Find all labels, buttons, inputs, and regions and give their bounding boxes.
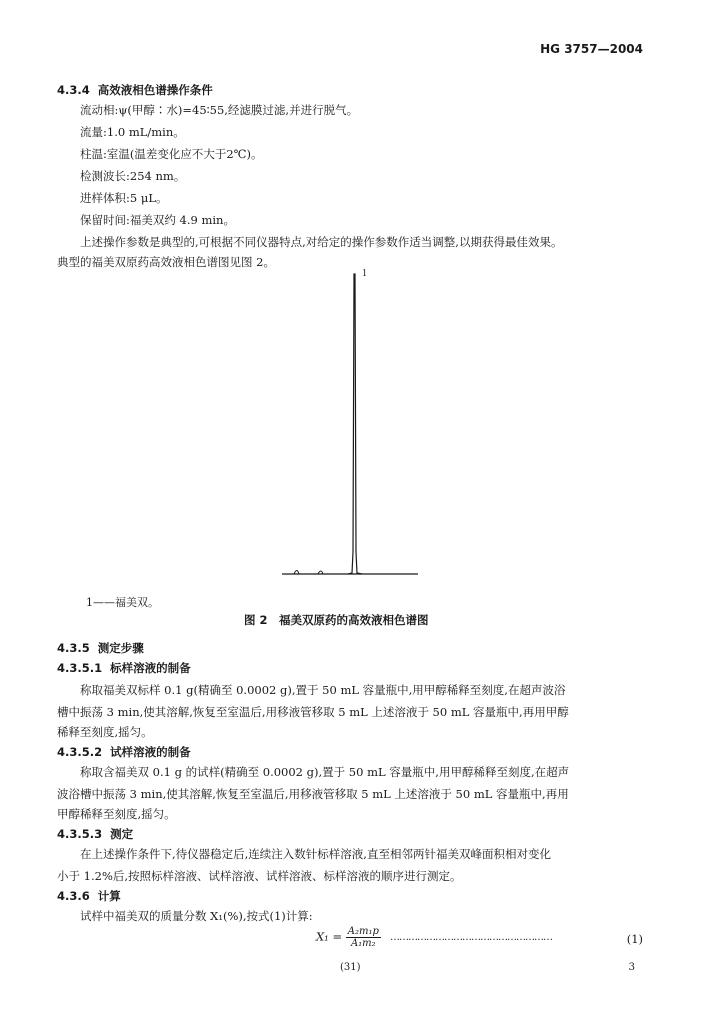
paragraph-line: 流动相:ψ(甲醇∶水)=45∶55,经滤膜过滤,并进行脱气。 (80, 103, 359, 117)
paragraph-line: 槽中振荡 3 min,使其溶解,恢复至室温后,用移液管移取 5 mL 上述溶液于 50 mL 容量瓶中,再用甲醇 (57, 705, 569, 719)
peak-1-fumeishuang (348, 274, 362, 574)
section-heading-4-3-5-3: 4.3.5.3 测定 (57, 827, 134, 841)
page-number: 3 (628, 962, 635, 973)
section-heading-4-3-4: 4.3.4 高效液相色谱操作条件 (57, 83, 213, 97)
paragraph-line: 在上述操作条件下,待仪器稳定后,连续注入数针标样溶液,直至相邻两针福美双峰面积相对变化 (80, 847, 551, 861)
paragraph-line: 流量:1.0 mL/min。 (80, 125, 185, 139)
figure-caption: 图 2 福美双原药的高效液相色谱图 (244, 613, 429, 627)
formula-leader-dots: ……………………………………………… (390, 932, 552, 943)
section-heading-4-3-6: 4.3.6 计算 (57, 889, 121, 903)
paragraph-line: 小于 1.2%后,按照标样溶液、试样溶液、试样溶液、标样溶液的顺序进行测定。 (57, 869, 462, 883)
paragraph-line: 典型的福美双原药高效液相色谱图见图 2。 (57, 255, 275, 269)
section-heading-4-3-5-1: 4.3.5.1 标样溶液的制备 (57, 661, 191, 675)
formula-number: (1) (626, 932, 643, 946)
standard-code: HG 3757—2004 (540, 42, 643, 56)
paragraph-line: 保留时间:福美双约 4.9 min。 (80, 213, 235, 227)
paragraph-line: 称取含福美双 0.1 g 的试样(精确至 0.0002 g),置于 50 mL 容量瓶中,用甲醇稀释至刻度,在超声 (80, 765, 570, 779)
peak-label: 1 (362, 268, 367, 279)
formula-1: X₁ = $\frac{\text{A₂m₁p}}{\text{A₁m₂}}$ (316, 926, 379, 949)
section-heading-4-3-5-2: 4.3.5.2 试样溶液的制备 (57, 745, 191, 759)
paragraph-line: 甲醇稀释至刻度,摇匀。 (57, 807, 176, 821)
chromatogram-figure (270, 262, 430, 582)
paragraph-line: 波浴槽中振荡 3 min,使其溶解,恢复至室温后,用移液管移取 5 mL 上述溶液于 50 mL 容量瓶中,再用 (57, 787, 569, 801)
paragraph-line: 稀释至刻度,摇匀。 (57, 725, 153, 739)
section-heading-4-3-5: 4.3.5 测定步骤 (57, 641, 144, 655)
paragraph-line: 称取福美双标样 0.1 g(精确至 0.0002 g),置于 50 mL 容量瓶中,用甲醇稀释至刻度,在超声波浴 (80, 683, 566, 697)
paragraph-line: 检测波长:254 nm。 (80, 169, 186, 183)
original-page-number: (31) (340, 962, 361, 973)
formula-fraction: $\frac{\text{A₂m₁p}}{\text{A₁m₂}}$ (347, 926, 379, 949)
paragraph-line: 试样中福美双的质量分数 X₁(%),按式(1)计算: (80, 909, 313, 923)
paragraph-line: 上述操作参数是典型的,可根据不同仪器特点,对给定的操作参数作适当调整,以期获得最佳效果。 (80, 235, 563, 249)
figure-legend: 1——福美双。 (86, 596, 159, 609)
paragraph-line: 进样体积:5 μL。 (80, 191, 168, 205)
paragraph-line: 柱温:室温(温差变化应不大于2℃)。 (80, 147, 263, 161)
